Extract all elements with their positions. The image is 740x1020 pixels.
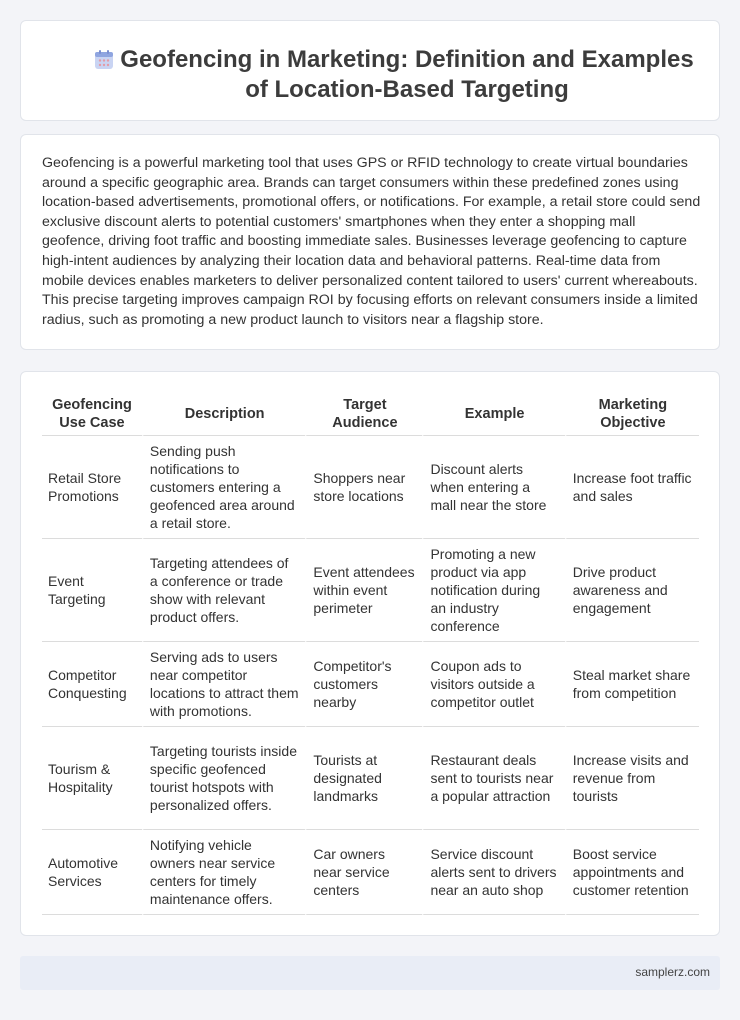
cell-description: Targeting tourists inside specific geofenced tourist hotspots with personalized offers.: [142, 727, 305, 830]
cell-description: Sending push notifications to customers entering a geofenced area around a retail store.: [142, 436, 305, 539]
page-title: Geofencing in Marketing: Definition and Examples of Location-Based Targeting: [120, 46, 694, 103]
column-header-description: Description: [142, 392, 305, 436]
cell-marketing-objective: Steal market share from competition: [565, 642, 699, 727]
column-header-target-audience: Target Audience: [305, 392, 422, 436]
cell-use-case: Event Targeting: [42, 539, 142, 642]
table-card: [20, 371, 720, 936]
table-header-row: [42, 392, 699, 436]
cell-example: Restaurant deals sent to tourists near a popular attraction: [422, 727, 564, 830]
intro-card: [20, 134, 720, 350]
cell-target-audience: Competitor's customers nearby: [305, 642, 422, 727]
cell-use-case: Tourism & Hospitality: [42, 727, 142, 830]
table-row: [42, 830, 699, 915]
cell-marketing-objective: Increase foot traffic and sales: [565, 436, 699, 539]
use-case-table: [42, 392, 699, 915]
cell-marketing-objective: Boost service appointments and customer retention: [565, 830, 699, 915]
cell-description: Serving ads to users near competitor locations to attract them with promotions.: [142, 642, 305, 727]
table-row: [42, 539, 699, 642]
column-header-marketing-objective: Marketing Objective: [565, 392, 699, 436]
cell-use-case: Retail Store Promotions: [42, 436, 142, 539]
cell-example: Discount alerts when entering a mall near the store: [422, 436, 564, 539]
table-row: [42, 642, 699, 727]
cell-marketing-objective: Drive product awareness and engagement: [565, 539, 699, 642]
cell-target-audience: Tourists at designated landmarks: [305, 727, 422, 830]
intro-paragraph: Geofencing is a powerful marketing tool that uses GPS or RFID technology to create virtual boundaries around a specific geographic area. Brands can target consumers within these predefined zones using location-based advertisements, promotional offers, or notifications. For example, a retail store could send exclusive discount alerts to potential customers' smartphones when they enter a shopping mall geofence, driving foot traffic and boosting immediate sales. Businesses leverage geofencing to capture high-intent audiences by analyzing their location data and behavioral patterns. Real-time data from mobile devices enables marketers to deliver personalized content tailored to users' current whereabouts. This precise targeting improves campaign ROI by focusing efforts on relevant consumers inside a limited radius, such as promoting a new product launch to visitors near a flagship store.: [42, 155, 701, 328]
cell-example: Service discount alerts sent to drivers near an auto shop: [422, 830, 564, 915]
cell-target-audience: Shoppers near store locations: [305, 436, 422, 539]
cell-use-case: Automotive Services: [42, 830, 142, 915]
title-card: [20, 20, 720, 121]
table-row: [42, 436, 699, 539]
column-header-example: Example: [422, 392, 564, 436]
footer-site-link[interactable]: samplerz.com: [635, 965, 710, 979]
cell-description: Notifying vehicle owners near service centers for timely maintenance offers.: [142, 830, 305, 915]
footer: [20, 956, 720, 990]
cell-target-audience: Event attendees within event perimeter: [305, 539, 422, 642]
cell-use-case: Competitor Conquesting: [42, 642, 142, 727]
table-row: [42, 727, 699, 830]
cell-description: Targeting attendees of a conference or trade show with relevant product offers.: [142, 539, 305, 642]
cell-example: Promoting a new product via app notification during an industry conference: [422, 539, 564, 642]
cell-example: Coupon ads to visitors outside a competitor outlet: [422, 642, 564, 727]
cell-marketing-objective: Increase visits and revenue from tourists: [565, 727, 699, 830]
cell-target-audience: Car owners near service centers: [305, 830, 422, 915]
column-header-use-case: Geofencing Use Case: [42, 392, 142, 436]
